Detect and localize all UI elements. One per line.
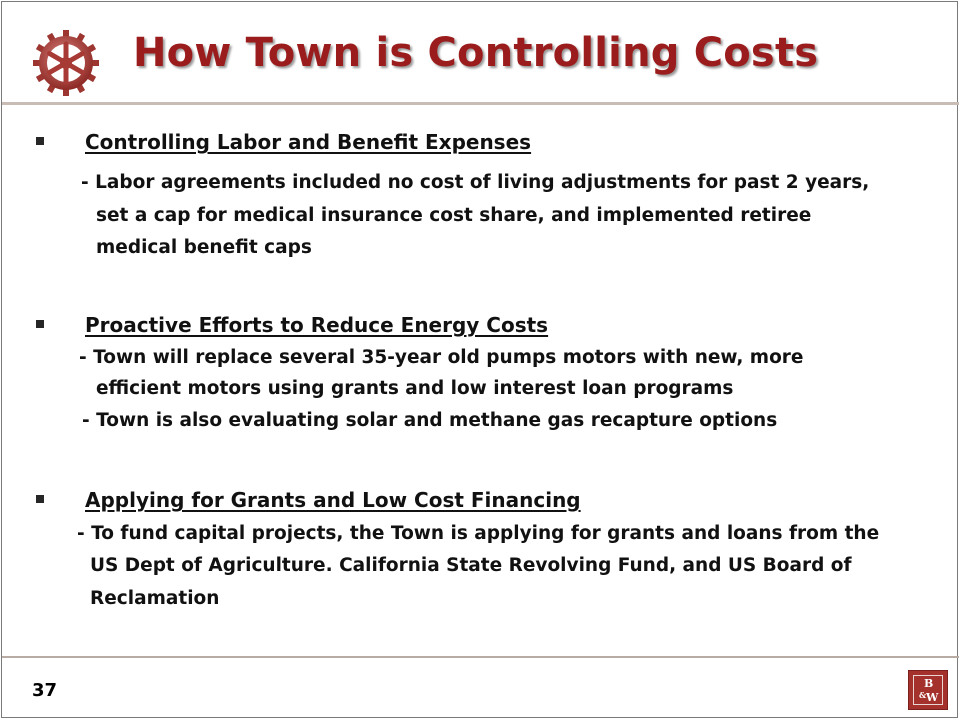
bw-monogram-logo <box>908 670 948 710</box>
section-line: - Town will replace several 35-year old pumps motors with new, more <box>79 347 804 368</box>
slide <box>1 1 958 718</box>
title-divider <box>2 102 959 105</box>
slide-title: How Town is Controlling Costs <box>133 30 819 76</box>
section-heading-energy: Proactive Efforts to Reduce Energy Costs <box>85 313 549 337</box>
bullet-icon <box>36 137 44 145</box>
footer-divider <box>2 656 959 658</box>
section-line: Reclamation <box>90 588 220 609</box>
section-heading-grants: Applying for Grants and Low Cost Financing <box>85 488 581 512</box>
logo-letter-b: B <box>924 677 934 690</box>
page-number: 37 <box>32 680 58 701</box>
section-heading-labor: Controlling Labor and Benefit Expenses <box>85 130 532 154</box>
section-line: medical benefit caps <box>96 237 312 258</box>
logo-letter-w: W <box>926 691 939 704</box>
section-line: - Labor agreements included no cost of living adjustments for past 2 years, <box>81 172 870 193</box>
section-line: - To fund capital projects, the Town is applying for grants and loans from the <box>77 523 880 544</box>
bullet-icon <box>36 320 44 328</box>
section-line: - Town is also evaluating solar and methane gas recapture options <box>82 410 778 431</box>
logo-ampersand: & <box>919 690 927 700</box>
section-line: set a cap for medical insurance cost share, and implemented retiree <box>96 205 812 226</box>
section-line: US Dept of Agriculture. California State Revolving Fund, and US Board of <box>90 555 852 576</box>
gear-icon <box>33 30 99 96</box>
section-line: efficient motors using grants and low interest loan programs <box>96 378 734 399</box>
bullet-icon <box>36 495 44 503</box>
